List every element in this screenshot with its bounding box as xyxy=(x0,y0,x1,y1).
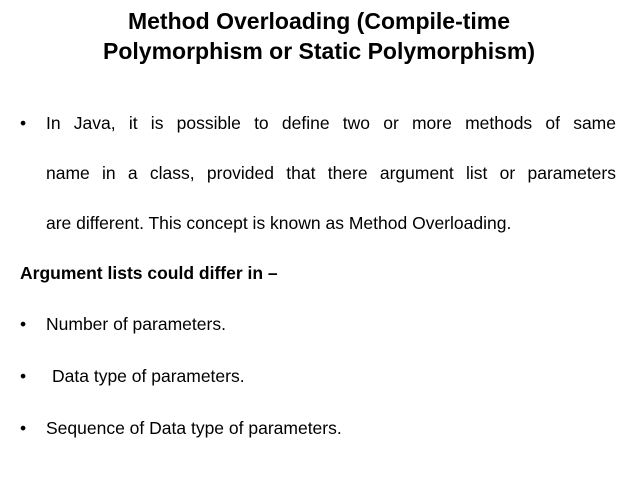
bullet-marker: • xyxy=(20,418,27,438)
bullet-marker: • xyxy=(20,314,27,334)
list-item-text: Number of parameters. xyxy=(46,314,226,334)
slide-title-line-2: Polymorphism or Static Polymorphism) xyxy=(103,38,535,64)
intro-paragraph-line-2: name in a class, provided that there argument list or parameters xyxy=(46,163,616,183)
bullet-marker: • xyxy=(20,366,27,386)
argument-lists-heading: Argument lists could differ in – xyxy=(20,263,278,283)
list-item-text: Sequence of Data type of parameters. xyxy=(46,418,342,438)
intro-paragraph-line-1: In Java, it is possible to define two or more methods of same xyxy=(46,113,616,133)
intro-paragraph-line-3: are different. This concept is known as Method Overloading. xyxy=(46,213,512,233)
bullet-marker: • xyxy=(20,113,27,133)
slide-title-line-1: Method Overloading (Compile-time xyxy=(127,8,511,34)
list-item-text: Data type of parameters. xyxy=(52,366,245,386)
slide-title xyxy=(0,6,638,66)
